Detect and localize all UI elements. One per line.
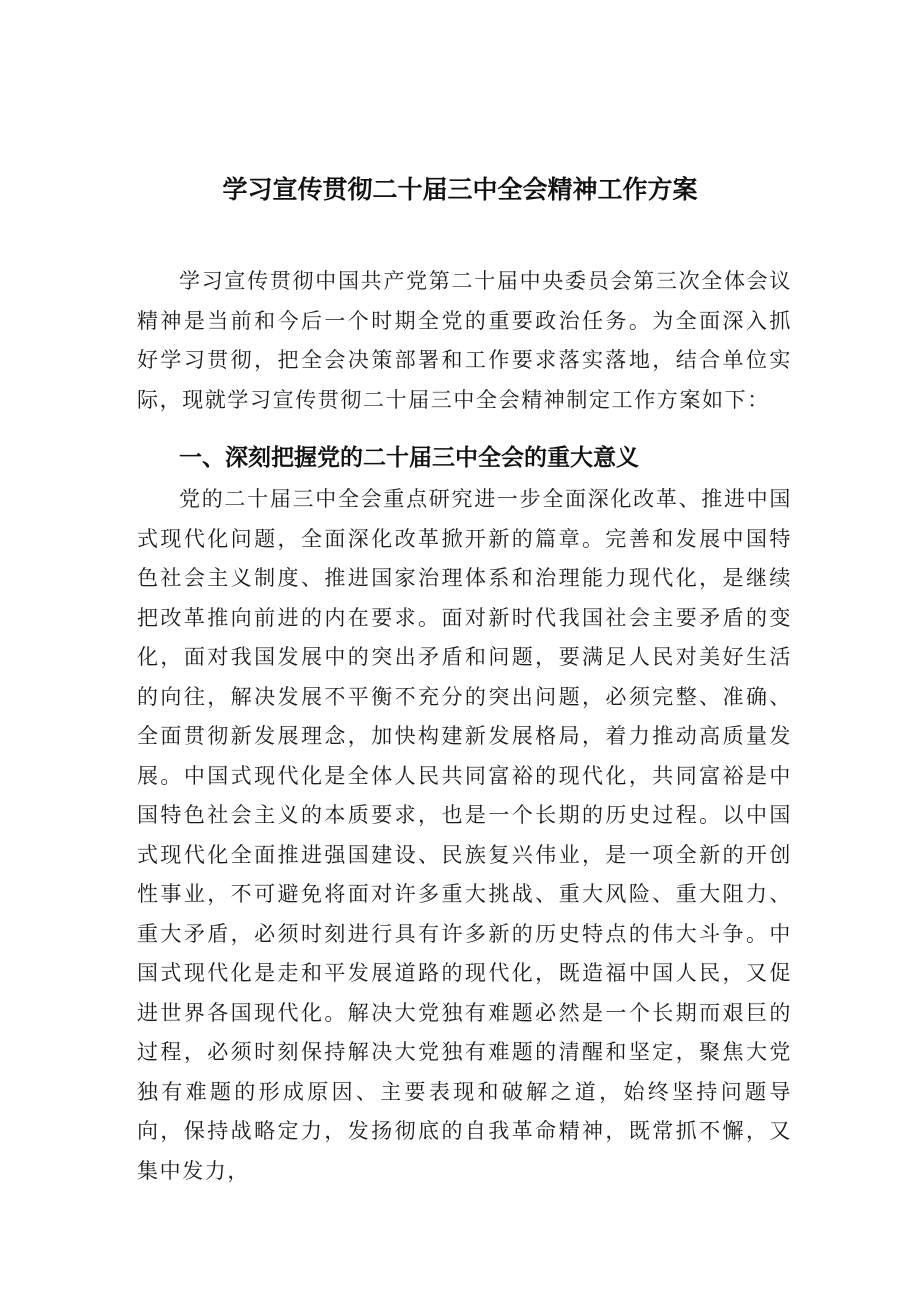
intro-paragraph: 学习宣传贯彻中国共产党第二十届中央委员会第三次全体会议精神是当前和今后一个时期全党的重要政治任务。为全面深入抓好学习贯彻，把全会决策部署和工作要求落实落地，结合单位实际，现就学习宣传贯彻二十届三中全会精神制定工作方案如下： bbox=[137, 269, 792, 412]
section-paragraph-1: 党的二十届三中全会重点研究进一步全面深化改革、推进中国式现代化问题，全面深化改革掀开新的篇章。完善和发展中国特色社会主义制度、推进国家治理体系和治理能力现代化，是继续把改革推向前进的内在要求。面对新时代我国社会主要矛盾的变化，面对我国发展中的突出矛盾和问题，要满足人民对美好生活的向往，解决发展不平衡不充分的突出问题，必须完整、准确、全面贯彻新发展理念，加快构建新发展格局，着力推动高质量发展。中国式现代化是全体人民共同富裕的现代化，共同富裕是中国特色社会主义的本质要求，也是一个长期的历史过程。以中国式现代化全面推进强国建设、民族复兴伟业，是一项全新的开创性事业，不可避免将面对许多重大挑战、重大风险、重大阻力、重大矛盾，必须时刻进行具有许多新的历史特点的伟大斗争。中国式现代化是走和平发展道路的现代化，既造福中国人民，又促进世界各国现代化。解决大党独有难题必然是一个长期而艰巨的过程，必须时刻保持解决大党独有难题的清醒和坚定，聚焦大党独有难题的形成原因、主要表现和破解之道，始终坚持问题导向，保持战略定力，发扬彻底的自我革命精神，既常抓不懈，又集中发力， bbox=[137, 487, 792, 1183]
section-heading-1: 一、深刻把握党的二十届三中全会的重大意义 bbox=[179, 445, 639, 471]
document-title: 学习宣传贯彻二十届三中全会精神工作方案 bbox=[222, 175, 698, 204]
